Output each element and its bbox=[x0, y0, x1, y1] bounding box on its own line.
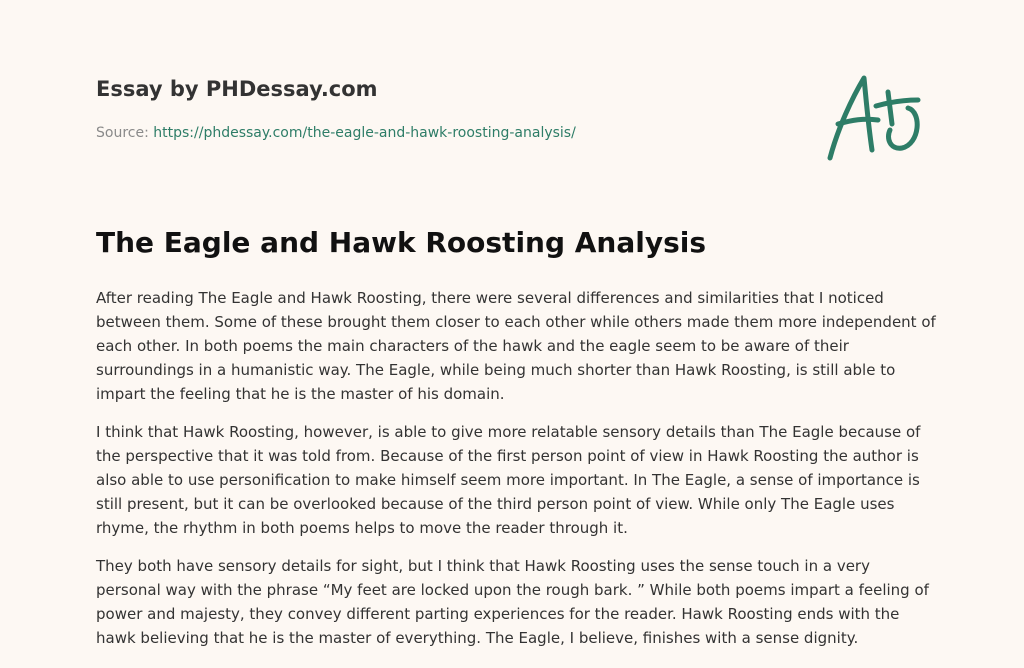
essay-paragraph: After reading The Eagle and Hawk Roosting, there were several differences and similarities that I noticed between them. Some of these brought them closer to each other while others made them more independent of each other. In both poems the main characters of the hawk and the eagle seem to be aware of their surroundings in a humanistic way. The Eagle, while being much shorter than Hawk Roosting, is still able to impart the feeling that he is the master of his domain. bbox=[96, 289, 936, 403]
essay-body bbox=[96, 286, 936, 664]
a-plus-icon bbox=[820, 68, 928, 164]
essay-title: The Eagle and Hawk Roosting Analysis bbox=[96, 226, 707, 259]
source-line bbox=[96, 125, 576, 141]
site-brand: Essay by PHDessay.com bbox=[96, 77, 378, 101]
source-label: Source: bbox=[96, 125, 149, 141]
source-link[interactable]: https://phdessay.com/the-eagle-and-hawk-roosting-analysis/ bbox=[153, 125, 576, 141]
essay-paragraph: I think that Hawk Roosting, however, is able to give more relatable sensory details than The Eagle because of the perspective that it was told from. Because of the first person point of view in Hawk Roosting the author is also able to use personification to make himself seem more important. In The Eagle, a sense of importance is still present, but it can be overlooked because of the third person point of view. While only The Eagle uses rhyme, the rhythm in both poems helps to move the reader through it. bbox=[96, 423, 921, 537]
essay-paragraph: They both have sensory details for sight, but I think that Hawk Roosting uses the sense touch in a very personal way with the phrase “My feet are locked upon the rough bark. ” While both poems impart a feeling of power and majesty, they convey different parting experiences for the reader. Hawk Roosting ends with the hawk believing that he is the master of everything. The Eagle, I believe, finishes with a sense dignity. bbox=[96, 557, 929, 647]
